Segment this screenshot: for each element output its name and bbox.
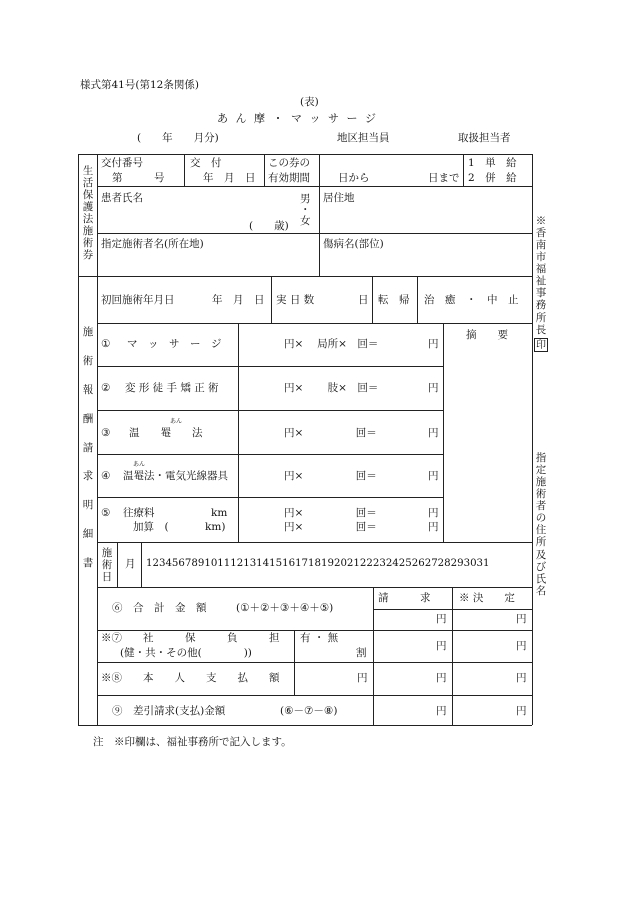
outcome-label: 転 帰 bbox=[378, 294, 410, 306]
form-side: (表) bbox=[300, 96, 319, 108]
self-claim-yen: 円 bbox=[436, 672, 447, 684]
travel-calc-2: 円× 回＝ bbox=[284, 521, 377, 533]
net-formula: (⑥－⑦－⑧) bbox=[280, 705, 338, 717]
travel-yen-2: 円 bbox=[428, 521, 439, 533]
issue-no-unit: 第 号 bbox=[112, 172, 165, 184]
footer-note: 注 ※印欄は、福祉事務所で記入します。 bbox=[93, 736, 292, 748]
item-name-3: 温 罨 法 bbox=[129, 427, 203, 439]
seal-mark: 印 bbox=[536, 340, 546, 351]
has-none: 有 ・ 無 bbox=[300, 632, 339, 644]
item-name-4: 温罨法・電気光線器具 bbox=[123, 470, 228, 482]
travel-yen-1: 円 bbox=[428, 507, 439, 519]
option-combined: 2 併 給 bbox=[468, 172, 517, 184]
form-number: 様式第41号(第12条関係) bbox=[80, 79, 199, 91]
item-calc-3: 円× 回＝ bbox=[284, 427, 377, 439]
travel-km-2: km) bbox=[205, 521, 226, 533]
practitioner-addr-label: 指定施術者の住所及び氏名 bbox=[535, 452, 547, 597]
self-decision-yen: 円 bbox=[516, 672, 527, 684]
patient-name-label: 患者氏名 bbox=[101, 192, 143, 204]
travel-km-1: km bbox=[211, 507, 228, 519]
net-decision-yen: 円 bbox=[516, 705, 527, 717]
total-decision-yen: 円 bbox=[516, 613, 527, 625]
total-formula: (①＋②＋③＋④＋⑤) bbox=[236, 602, 334, 614]
treat-month: 月 bbox=[125, 558, 136, 570]
district-officer: 地区担当員 bbox=[337, 132, 390, 144]
item-calc-4: 円× 回＝ bbox=[284, 470, 377, 482]
item-name-2: 変 形 徒 手 矯 正 術 bbox=[125, 382, 219, 394]
item-calc-2: 円× 肢× 回＝ bbox=[284, 382, 379, 394]
summary-label: 摘 要 bbox=[466, 329, 508, 341]
item-name-1: マ ッ サ ー ジ bbox=[127, 338, 222, 350]
validity-from: 日から bbox=[338, 172, 370, 184]
claim-side-label: 施術報酬請求明細書 bbox=[82, 326, 94, 569]
item-yen-3: 円 bbox=[428, 427, 439, 439]
social-decision-yen: 円 bbox=[516, 640, 527, 652]
item-yen-4: 円 bbox=[428, 470, 439, 482]
total-label: ⑥ 合 計 金 額 bbox=[112, 602, 207, 614]
option-single: 1 単 給 bbox=[468, 157, 517, 169]
outcome-options: 治 癒 ・ 中 止 bbox=[424, 294, 519, 306]
validity-label-2: 有効期間 bbox=[268, 172, 310, 184]
item-no-2: ② bbox=[101, 382, 111, 394]
practitioner-label: 指定施術者名(所在地) bbox=[101, 238, 204, 250]
actual-days-unit: 日 bbox=[358, 294, 369, 306]
first-date-value: 年 月 日 bbox=[212, 294, 265, 306]
first-date-label: 初回施術年月日 bbox=[101, 294, 175, 306]
wari: 割 bbox=[356, 647, 367, 659]
office-head-label: ※香南市福祉事務所長 bbox=[535, 215, 547, 336]
total-claim-yen: 円 bbox=[436, 613, 447, 625]
handler: 取扱担当者 bbox=[458, 132, 511, 144]
item-no-3: ③ bbox=[101, 427, 111, 439]
net-claim-yen: 円 bbox=[436, 705, 447, 717]
item-yen-2: 円 bbox=[428, 382, 439, 394]
validity-until: 日まで bbox=[428, 172, 460, 184]
social-claim-yen: 円 bbox=[436, 640, 447, 652]
self-label: ※⑧ 本 人 支 払 額 bbox=[101, 672, 280, 684]
item-yen-1: 円 bbox=[428, 338, 439, 350]
item-calc-1: 円× 局所× 回＝ bbox=[284, 338, 379, 350]
sex-female: 女 bbox=[300, 215, 311, 227]
social-label: ※⑦ 社 保 負 担 bbox=[101, 632, 280, 644]
self-mid-yen: 円 bbox=[357, 672, 368, 684]
item-no-5: ⑤ bbox=[101, 507, 111, 519]
travel-extra-label: 加算 ( bbox=[133, 521, 169, 533]
item-no-1: ① bbox=[101, 338, 111, 350]
travel-calc-1: 円× 回＝ bbox=[284, 507, 377, 519]
claim-header: 請 求 bbox=[378, 592, 431, 604]
travel-label: 往療料 bbox=[123, 507, 155, 519]
issue-no-label: 交付番号 bbox=[101, 157, 143, 169]
social-sub: (健・共・その他( )) bbox=[120, 647, 252, 659]
sex-dot: ・ bbox=[300, 204, 311, 216]
validity-label-1: この券の bbox=[268, 157, 310, 169]
item-ruby-4: あん bbox=[133, 461, 146, 468]
net-label: ⑨ 差引請求(支払)金額 bbox=[112, 705, 226, 717]
item-no-4: ④ bbox=[101, 470, 111, 482]
disease-label: 傷病名(部位) bbox=[323, 238, 384, 250]
issue-date: 年 月 日 bbox=[203, 172, 256, 184]
form-title: あ ん 摩 ・ マ ッ サ ー ジ bbox=[217, 112, 378, 125]
residence-label: 居住地 bbox=[323, 192, 355, 204]
ticket-side-label: 生活保護法施術券 bbox=[82, 165, 94, 262]
sex-male: 男 bbox=[300, 193, 311, 205]
actual-days-label: 実 日 数 bbox=[276, 294, 315, 306]
patient-age: ( 歳) bbox=[249, 220, 289, 232]
period: ( 年 月分) bbox=[137, 132, 219, 144]
decision-header: ※ 決 定 bbox=[459, 592, 515, 604]
item-ruby-3: あん bbox=[170, 418, 183, 425]
treat-day-label: 施術日 bbox=[101, 547, 113, 584]
issue-label: 交 付 bbox=[190, 157, 222, 169]
treat-days: 12345678910111213141516171819202122232425262728293031 bbox=[146, 558, 490, 569]
